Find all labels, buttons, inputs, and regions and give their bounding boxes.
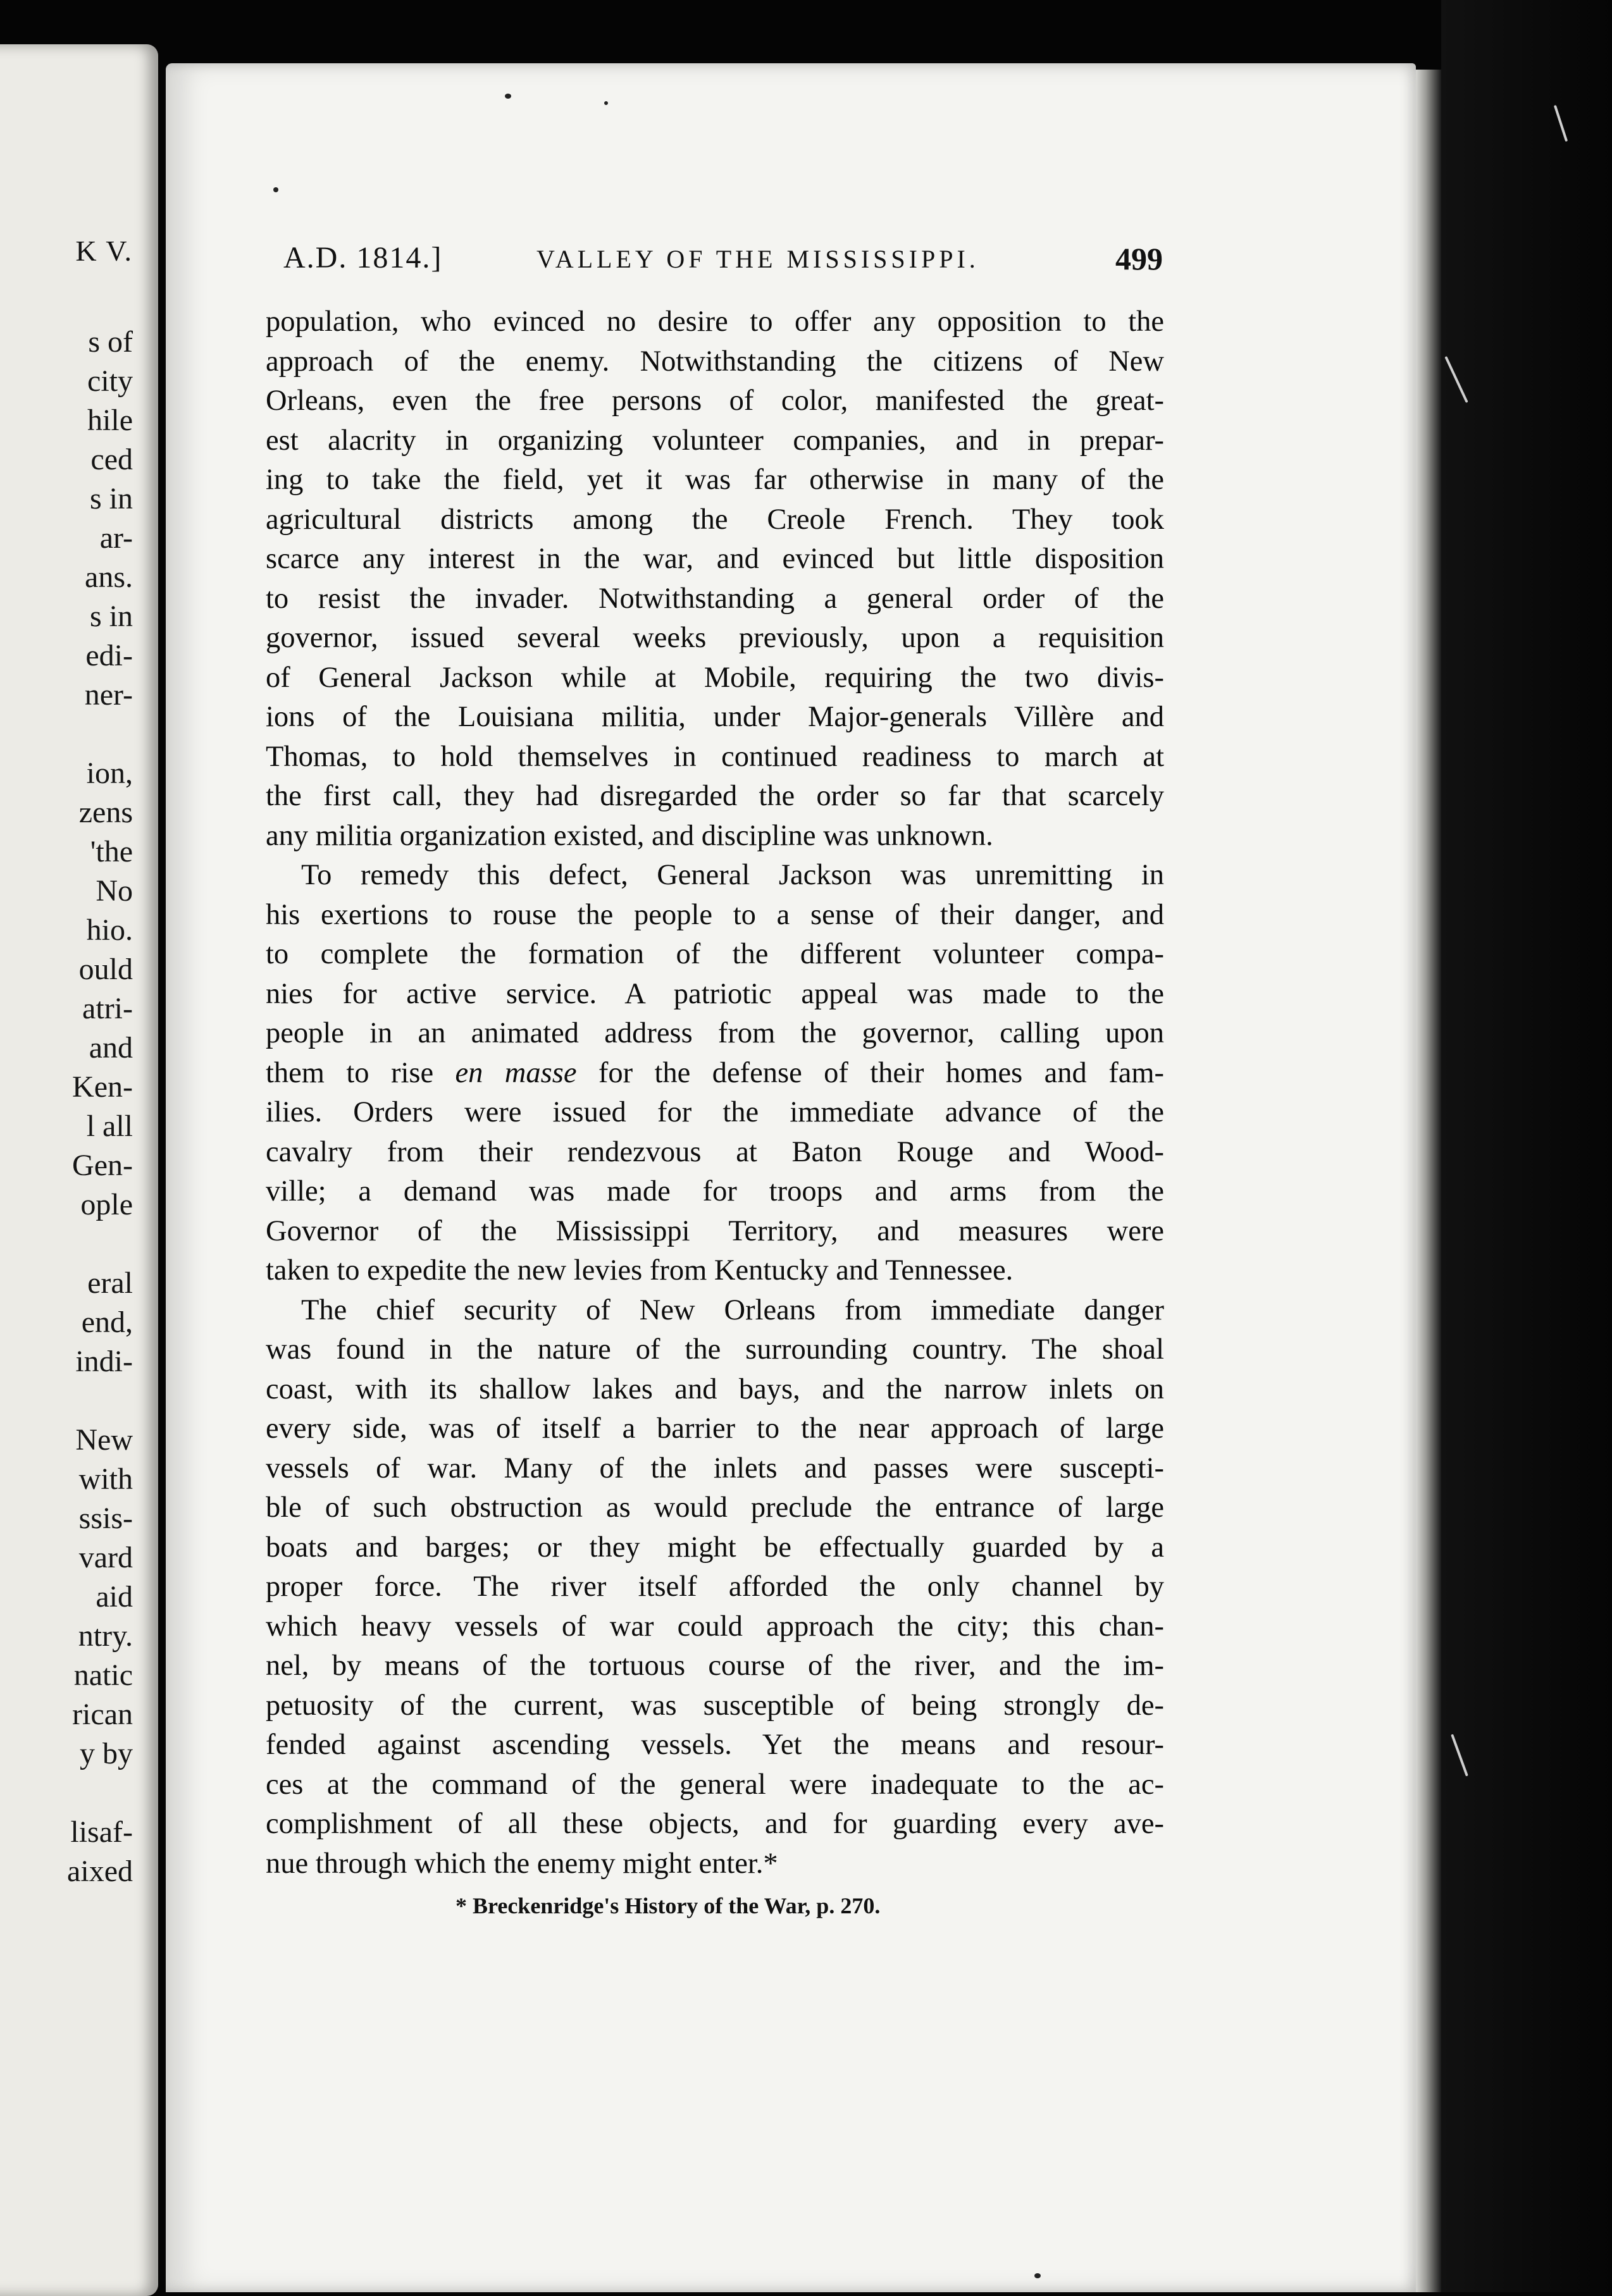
left-line-end (0, 1225, 133, 1264)
footnote: * Breckenridge's History of the War, p. 270. (456, 1893, 881, 1918)
text-line: est alacrity in organizing volunteer companies, and in prepar- (266, 424, 1164, 457)
text-line: any militia organization existed, and discipline was unknown. (266, 819, 993, 852)
text-line: complishment of all these objects, and for guarding every ave- (266, 1808, 1164, 1840)
left-line-end: atri- (82, 992, 133, 1025)
left-line-end: ion, (86, 756, 133, 790)
text-line: vessels of war. Many of the inlets and passes were suscepti- (266, 1452, 1164, 1484)
left-line-end: ople (80, 1188, 133, 1221)
paragraph (266, 1291, 1164, 1884)
left-line-end: ans. (85, 560, 133, 594)
text-line: ions of the Louisiana militia, under Major-generals Villère and (266, 701, 1164, 733)
paragraph (266, 856, 1164, 1291)
left-line-end (0, 1381, 133, 1421)
text-line: Governor of the Mississippi Territory, and measures were (266, 1214, 1164, 1247)
page-number: 499 (1115, 241, 1163, 276)
left-line-end: zens (78, 796, 133, 829)
left-line-end: eral (87, 1266, 133, 1300)
text-line: of General Jackson while at Mobile, requiring the two divis- (266, 661, 1164, 694)
text-line: every side, was of itself a barrier to the near approach of large (266, 1412, 1164, 1445)
running-header (283, 240, 1163, 285)
left-line-end: New (75, 1423, 133, 1457)
text-line: nue through which the enemy might enter.* (266, 1847, 778, 1880)
left-line-end: Ken- (72, 1070, 133, 1104)
text-line: scarce any interest in the war, and evinced but little disposition (266, 543, 1164, 575)
text-line: Orleans, even the free persons of color, manifested the great- (266, 385, 1164, 417)
left-line-end (0, 1774, 133, 1813)
paragraph (266, 302, 1164, 856)
left-running-head: K V. (75, 235, 133, 267)
text-line: boats and barges; or they might be effectually guarded by a (266, 1531, 1164, 1564)
header-title: VALLEY OF THE MISSISSIPPI. (536, 245, 979, 273)
text-line: ville; a demand was made for troops and arms from the (266, 1175, 1164, 1207)
left-line-end: y by (80, 1737, 133, 1770)
left-line-end: s in (89, 482, 133, 515)
left-line-end: ssis- (78, 1502, 133, 1535)
text-line: proper force. The river itself afforded the only channel by (266, 1571, 1164, 1603)
left-line-end: 'the (90, 835, 133, 868)
text-line: fended against ascending vessels. Yet the means and resour- (266, 1729, 1164, 1761)
text-line: cavalry from their rendezvous at Baton Rouge and Wood- (266, 1135, 1164, 1168)
left-line-end: with (78, 1462, 133, 1496)
left-line-end: ner- (84, 678, 133, 712)
text-line: petuosity of the current, was susceptible of being strongly de- (266, 1689, 1164, 1722)
text-line: them to rise en masse for the defense of their homes and fam- (266, 1056, 1164, 1089)
text-line: nel, by means of the tortuous course of the river, and the im- (266, 1650, 1164, 1682)
text-line: ilies. Orders were issued for the immediate advance of the (266, 1096, 1164, 1128)
text-line: to resist the invader. Notwithstanding a general order of the (266, 582, 1164, 615)
header-date: A.D. 1814.] (283, 241, 443, 275)
left-line-end (0, 715, 133, 754)
left-line-end: Gen- (72, 1149, 133, 1182)
text-line: To remedy this defect, General Jackson was unremitting in (301, 859, 1164, 891)
left-line-end: indi- (75, 1345, 133, 1378)
left-line-end: city (87, 364, 133, 398)
left-line-end: rican (72, 1698, 133, 1731)
left-line-end: aixed (67, 1855, 133, 1888)
left-line-end: lisaf- (70, 1815, 133, 1849)
left-line-end: natic (73, 1658, 133, 1692)
left-line-end: hile (87, 404, 133, 437)
left-line-end: ced (90, 443, 133, 476)
text-line: population, who evinced no desire to offer any opposition to the (266, 306, 1164, 338)
scan-speck (273, 187, 278, 192)
left-line-end: end, (81, 1305, 133, 1339)
left-page-line-ends (0, 323, 133, 1891)
left-line-end: s in (89, 600, 133, 633)
italic-phrase: en masse (455, 1056, 577, 1089)
text-line: his exertions to rouse the people to a sense of their danger, and (266, 898, 1164, 931)
text-line: people in an animated address from the governor, calling upon (266, 1017, 1164, 1049)
left-line-end: ould (78, 953, 133, 986)
scan-speck (505, 94, 511, 99)
text-line: taken to expedite the new levies from Kentucky and Tennessee. (266, 1254, 1014, 1287)
left-line-end: ar- (99, 521, 133, 555)
text-line: agricultural districts among the Creole French. They took (266, 503, 1164, 536)
text-line: the first call, they had disregarded the order so far that scarcely (266, 780, 1164, 812)
left-line-end: No (96, 874, 133, 908)
text-line: which heavy vessels of war could approach the city; this chan- (266, 1610, 1164, 1643)
left-line-end: edi- (85, 639, 133, 672)
text-line: The chief security of New Orleans from immediate danger (301, 1293, 1164, 1326)
body-text (266, 302, 1164, 1884)
left-line-end: l all (86, 1109, 133, 1143)
scan-speck (604, 101, 608, 105)
left-line-end: hio. (86, 913, 133, 947)
text-line: ing to take the field, yet it was far otherwise in many of the (266, 464, 1164, 496)
left-line-end: aid (96, 1580, 133, 1614)
text-line: ces at the command of the general were inadequate to the ac- (266, 1768, 1164, 1801)
left-line-end: and (89, 1031, 133, 1065)
text-line: ble of such obstruction as would preclude the entrance of large (266, 1491, 1164, 1524)
left-line-end: ntry. (78, 1619, 133, 1653)
left-line-end: vard (78, 1541, 133, 1574)
left-line-end: s of (88, 325, 133, 359)
text-line: coast, with its shallow lakes and bays, and the narrow inlets on (266, 1373, 1164, 1405)
left-facing-page (0, 44, 158, 2296)
text-line: to complete the formation of the different volunteer compa- (266, 938, 1164, 970)
page-edge-shadow (1416, 70, 1441, 2292)
text-line: nies for active service. A patriotic appeal was made to the (266, 977, 1164, 1010)
text-line: governor, issued several weeks previously, upon a requisition (266, 622, 1164, 654)
scan-background-right (1441, 0, 1612, 2292)
text-line: approach of the enemy. Notwithstanding the citizens of New (266, 345, 1164, 378)
text-line: was found in the nature of the surrounding country. The shoal (266, 1333, 1164, 1366)
scan-speck (1034, 2273, 1041, 2278)
text-line: Thomas, to hold themselves in continued readiness to march at (266, 740, 1164, 773)
